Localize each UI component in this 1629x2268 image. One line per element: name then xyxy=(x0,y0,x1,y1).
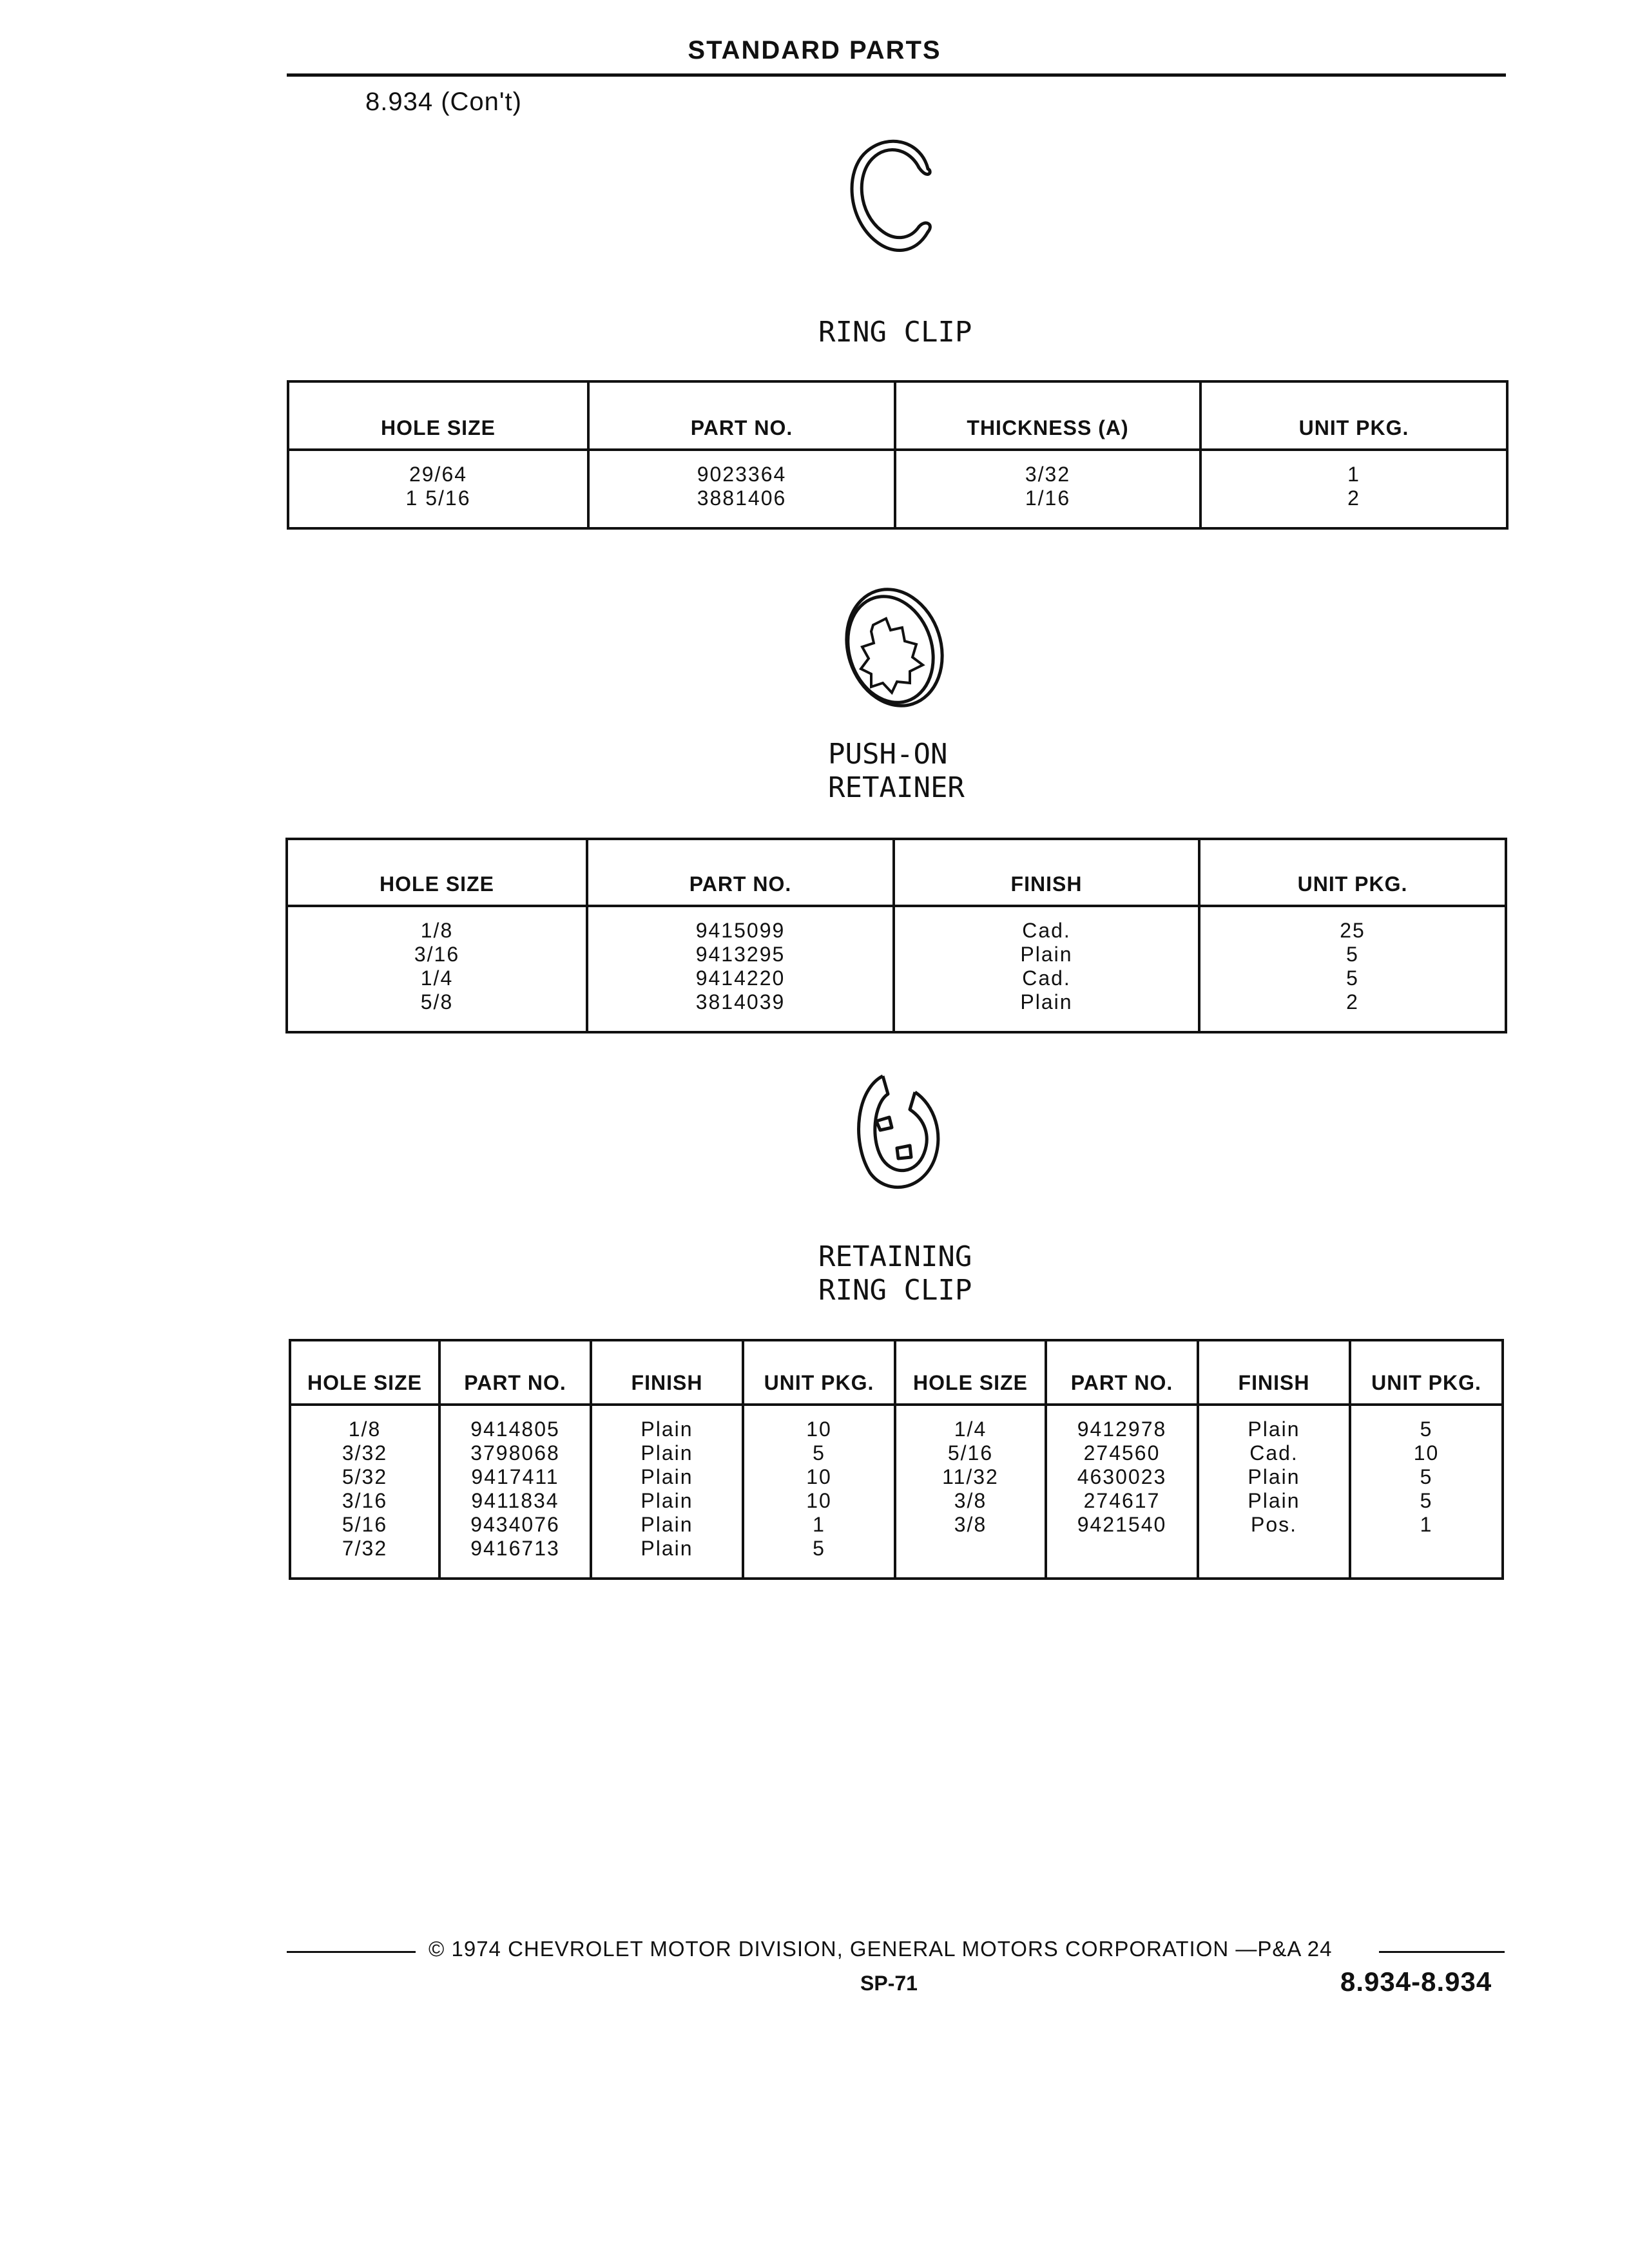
retaining-caption-line2: RING CLIP xyxy=(818,1274,972,1307)
part-no-cell: 3798068 xyxy=(470,1441,560,1465)
finish-cell: Cad. xyxy=(1022,919,1071,942)
hole-size-cell: 5/16 xyxy=(342,1513,388,1536)
part-no-cell: 9414220 xyxy=(695,966,786,990)
unit-pkg-cell: 5 xyxy=(1420,1465,1433,1488)
hole-size-cell: 11/32 xyxy=(942,1465,999,1488)
footer-rule-right xyxy=(1379,1951,1505,1953)
hole-size-cell: 5/16 xyxy=(947,1441,994,1465)
unit-pkg-cell: 5 xyxy=(813,1441,825,1465)
retaining-ring-clip-illustration xyxy=(838,1063,954,1198)
hole-size-cell: 1/8 xyxy=(348,1418,381,1441)
ring-clip-table xyxy=(287,380,1509,530)
hole-size-cell: 3/8 xyxy=(954,1489,987,1512)
part-no-cell: 9413295 xyxy=(695,943,786,966)
finish-cell: Plain xyxy=(1020,943,1073,966)
part-no-cell: 9411834 xyxy=(471,1489,559,1512)
part-no-cell: 3881406 xyxy=(697,486,787,510)
header-rule xyxy=(287,73,1506,77)
unit-pkg-cell: 5 xyxy=(1346,966,1359,990)
col-finish: FINISH xyxy=(1198,1340,1350,1405)
part-no-cell: 9023364 xyxy=(697,463,787,486)
col-unit-pkg: UNIT PKG. xyxy=(743,1340,895,1405)
col-hole-size: HOLE SIZE xyxy=(895,1340,1046,1405)
finish-cell: Pos. xyxy=(1250,1513,1298,1536)
part-no-cell: 9415099 xyxy=(695,919,786,942)
unit-pkg-cell: 5 xyxy=(1420,1489,1433,1512)
finish-cell: Plain xyxy=(641,1465,693,1488)
hole-size-cell: 7/32 xyxy=(342,1537,388,1560)
part-no-cell: 9414805 xyxy=(470,1418,560,1441)
col-unit-pkg: UNIT PKG. xyxy=(1200,381,1507,450)
hole-size-cell: 3/16 xyxy=(414,943,460,966)
sheet-reference: 8.934-8.934 xyxy=(1340,1966,1492,1997)
part-no-cell: 3814039 xyxy=(695,990,786,1014)
push-on-caption-line2: RETAINER xyxy=(828,771,965,804)
col-thickness: THICKNESS (A) xyxy=(895,381,1200,450)
hole-size-cell: 3/16 xyxy=(342,1489,388,1512)
push-on-retainer-illustration xyxy=(838,580,954,715)
finish-cell: Cad. xyxy=(1022,966,1071,990)
hole-size-cell: 1/4 xyxy=(954,1418,987,1441)
unit-pkg-cell: 5 xyxy=(1420,1418,1433,1441)
col-finish: FINISH xyxy=(591,1340,743,1405)
unit-pkg-cell: 1 xyxy=(1420,1513,1433,1536)
thickness-cell: 3/32 xyxy=(1025,463,1071,486)
hole-size-cell: 1 5/16 xyxy=(405,486,471,510)
table-row xyxy=(287,906,1506,1032)
finish-cell: Cad. xyxy=(1249,1441,1298,1465)
unit-pkg-cell: 10 xyxy=(1413,1441,1440,1465)
unit-pkg-cell: 1 xyxy=(813,1513,825,1536)
unit-pkg-cell: 5 xyxy=(1346,943,1359,966)
push-on-retainer-table xyxy=(285,838,1507,1033)
page-code: SP-71 xyxy=(860,1972,918,1995)
table-row xyxy=(288,450,1507,528)
hole-size-cell: 3/32 xyxy=(342,1441,388,1465)
footer-rule-left xyxy=(287,1951,416,1953)
page-header-title: STANDARD PARTS xyxy=(688,36,941,64)
col-finish: FINISH xyxy=(894,839,1199,906)
part-no-cell: 9416713 xyxy=(470,1537,560,1560)
unit-pkg-cell: 2 xyxy=(1347,486,1360,510)
push-on-caption-line1: PUSH-ON xyxy=(828,738,948,771)
finish-cell: Plain xyxy=(641,1441,693,1465)
col-part-no: PART NO. xyxy=(1046,1340,1198,1405)
hole-size-cell: 29/64 xyxy=(409,463,468,486)
table-row xyxy=(290,1405,1503,1579)
col-part-no: PART NO. xyxy=(439,1340,591,1405)
part-no-cell: 9417411 xyxy=(471,1465,559,1488)
finish-cell: Plain xyxy=(641,1489,693,1512)
hole-size-cell: 3/8 xyxy=(954,1513,987,1536)
ring-clip-caption: RING CLIP xyxy=(818,316,972,349)
col-hole-size: HOLE SIZE xyxy=(287,839,587,906)
unit-pkg-cell: 1 xyxy=(1347,463,1360,486)
unit-pkg-cell: 10 xyxy=(806,1489,832,1512)
part-no-cell: 9421540 xyxy=(1077,1513,1167,1536)
col-part-no: PART NO. xyxy=(587,839,894,906)
unit-pkg-cell: 10 xyxy=(806,1418,832,1441)
section-number: 8.934 (Con't) xyxy=(365,88,522,116)
finish-cell: Plain xyxy=(1248,1465,1300,1488)
part-no-cell: 274617 xyxy=(1083,1489,1161,1512)
col-part-no: PART NO. xyxy=(588,381,895,450)
unit-pkg-cell: 25 xyxy=(1340,919,1365,942)
finish-cell: Plain xyxy=(641,1513,693,1536)
finish-cell: Plain xyxy=(641,1418,693,1441)
part-no-cell: 9434076 xyxy=(470,1513,560,1536)
part-no-cell: 4630023 xyxy=(1077,1465,1167,1488)
part-no-cell: 9412978 xyxy=(1077,1418,1167,1441)
col-unit-pkg: UNIT PKG. xyxy=(1350,1340,1503,1405)
col-unit-pkg: UNIT PKG. xyxy=(1199,839,1506,906)
retaining-caption-line1: RETAINING xyxy=(818,1240,972,1273)
unit-pkg-cell: 5 xyxy=(813,1537,825,1560)
finish-cell: Plain xyxy=(1020,990,1073,1014)
finish-cell: Plain xyxy=(1248,1418,1300,1441)
col-hole-size: HOLE SIZE xyxy=(290,1340,439,1405)
unit-pkg-cell: 2 xyxy=(1346,990,1359,1014)
unit-pkg-cell: 10 xyxy=(806,1465,832,1488)
col-hole-size: HOLE SIZE xyxy=(288,381,588,450)
ring-clip-illustration xyxy=(831,116,960,264)
part-no-cell: 274560 xyxy=(1083,1441,1161,1465)
finish-cell: Plain xyxy=(1248,1489,1300,1512)
hole-size-cell: 5/32 xyxy=(342,1465,388,1488)
hole-size-cell: 1/8 xyxy=(420,919,454,942)
thickness-cell: 1/16 xyxy=(1025,486,1071,510)
hole-size-cell: 1/4 xyxy=(420,966,454,990)
retaining-ring-clip-table xyxy=(289,1339,1504,1580)
finish-cell: Plain xyxy=(641,1537,693,1560)
hole-size-cell: 5/8 xyxy=(420,990,454,1014)
footer-copyright: © 1974 CHEVROLET MOTOR DIVISION, GENERAL MOTORS CORPORATION —P&A 24 xyxy=(429,1937,1333,1961)
